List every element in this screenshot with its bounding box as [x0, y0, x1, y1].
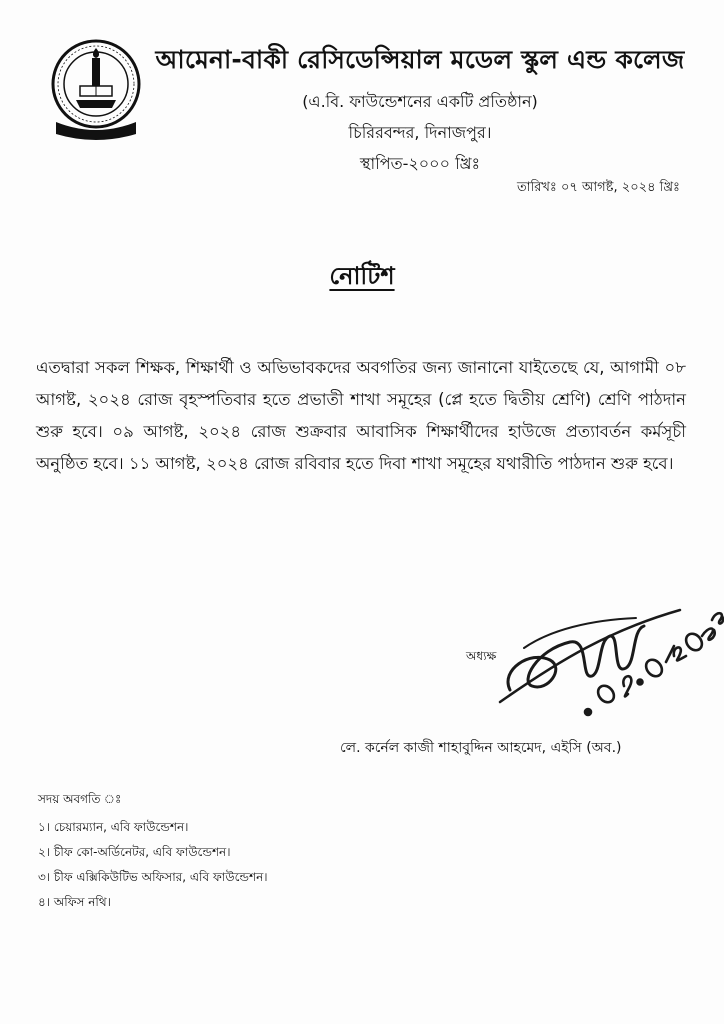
institution-address: চিরিরবন্দর, দিনাজপুর। — [348, 123, 492, 142]
cc-list — [38, 817, 268, 917]
school-emblem-icon — [50, 38, 142, 142]
institution-subtitle: (এ.বি. ফাউন্ডেশনের একটি প্রতিষ্ঠান) — [302, 92, 538, 111]
notice-body: এতদ্বারা সকল শিক্ষক, শিক্ষার্থী ও অভিভাবকদের অবগতির জন্য জানানো যাইতেছে যে, আগামী ০৮ আগষ্ট, ২০২৪ রোজ বৃহস্পতিবার হতে প্রভাতী শাখা সমূহের (প্লে হতে দ্বিতীয় শ্রেণি) শ্রেণি পাঠদান শুরু হবে। ০৯ আগষ্ট, ২০২৪ রোজ শুক্রবার আবাসিক শিক্ষার্থীদের হাউজে প্রত্যাবর্তন কর্মসূচী অনুষ্ঠিত হবে। ১১ আগষ্ট, ২০২৪ রোজ রবিবার হতে দিবা শাখা সমূহের যথারীতি পাঠদান শুরু হবে। — [36, 358, 686, 473]
list-item: ১। চেয়ারম্যান, এবি ফাউন্ডেশন। — [38, 820, 189, 834]
principal-label: অধ্যক্ষ — [466, 649, 497, 663]
list-item: ৩। চীফ এক্সিকিউটিভ অফিসার, এবি ফাউন্ডেশন। — [38, 870, 268, 884]
signer-name: লে. কর্নেল কাজী শাহাবুদ্দিন আহমেদ, এইসি (অব.) — [340, 740, 622, 756]
letterhead — [150, 40, 690, 178]
list-item: ২। চীফ কো-অর্ডিনেটর, এবি ফাউন্ডেশন। — [38, 845, 231, 859]
list-item: ৪। অফিস নথি। — [38, 895, 111, 909]
notice-title — [0, 258, 724, 298]
cc-title: সদয় অবগতি ঃ — [38, 792, 122, 806]
established-year: স্থাপিত-২০০০ খ্রিঃ — [359, 154, 481, 173]
notice-date: তারিখঃ ০৭ আগষ্ট, ২০২৪ খ্রিঃ — [516, 180, 680, 195]
notice-title-text: নোটিশ — [329, 262, 395, 290]
institution-name: আমেনা-বাকী রেসিডেন্সিয়াল মডেল স্কুল এন্ড কলেজ — [155, 45, 685, 74]
